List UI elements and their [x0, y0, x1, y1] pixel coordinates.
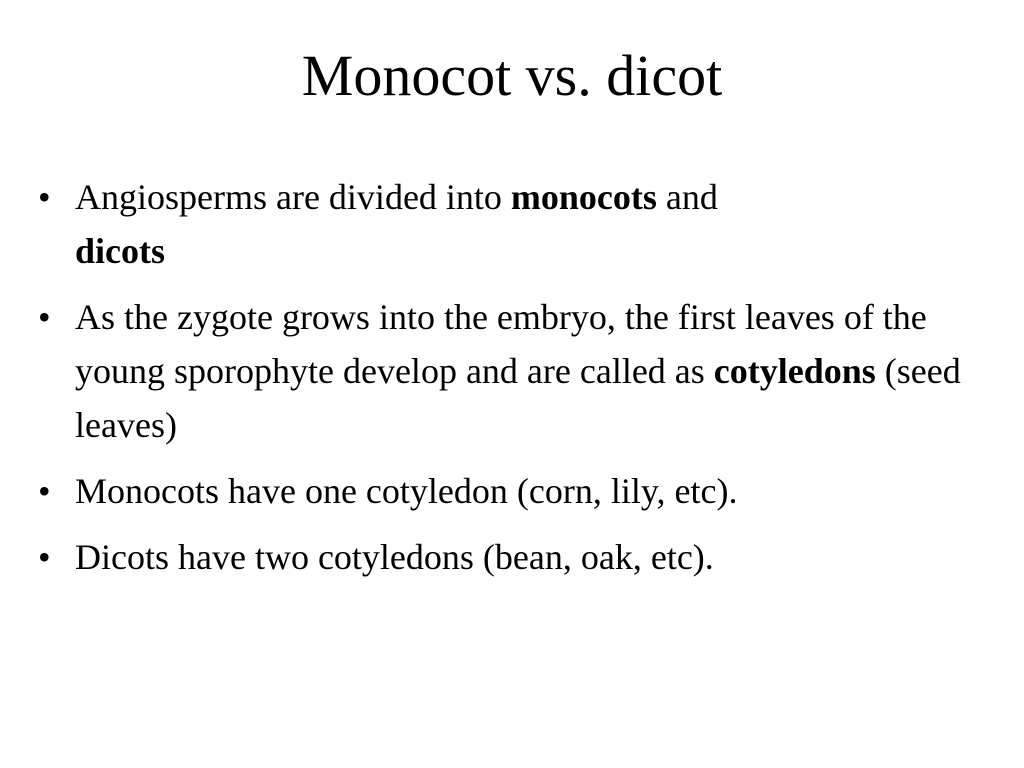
bullet-segment: and [656, 177, 718, 217]
term-cotyledons: cotyledons [713, 351, 876, 391]
bullet-text: Dicots have two cotyledons (bean, oak, etc). [75, 537, 714, 577]
bullet-item [38, 170, 968, 278]
bullet-segment: (seed leaves) [75, 351, 961, 445]
bullet-list [38, 170, 968, 596]
term-monocots: monocots [510, 177, 657, 217]
bullet-icon: • [38, 537, 51, 577]
term-dicots: dicots [75, 231, 165, 271]
bullet-segment: Angiosperms are divided into [75, 177, 511, 217]
bullet-icon: • [38, 177, 51, 217]
bullet-item [38, 464, 968, 518]
bullet-icon: • [38, 297, 51, 337]
bullet-item [38, 530, 968, 584]
slide-title: Monocot vs. dicot [301, 43, 723, 108]
bullet-segment: As the zygote grows into the embryo, the first leaves of the young sporophyte develop and are called as [75, 297, 927, 391]
bullet-icon: • [38, 471, 51, 511]
bullet-item [38, 290, 968, 452]
bullet-text: Monocots have one cotyledon (corn, lily, etc). [75, 471, 738, 511]
bullet-text [75, 297, 961, 445]
bullet-text [75, 177, 718, 271]
